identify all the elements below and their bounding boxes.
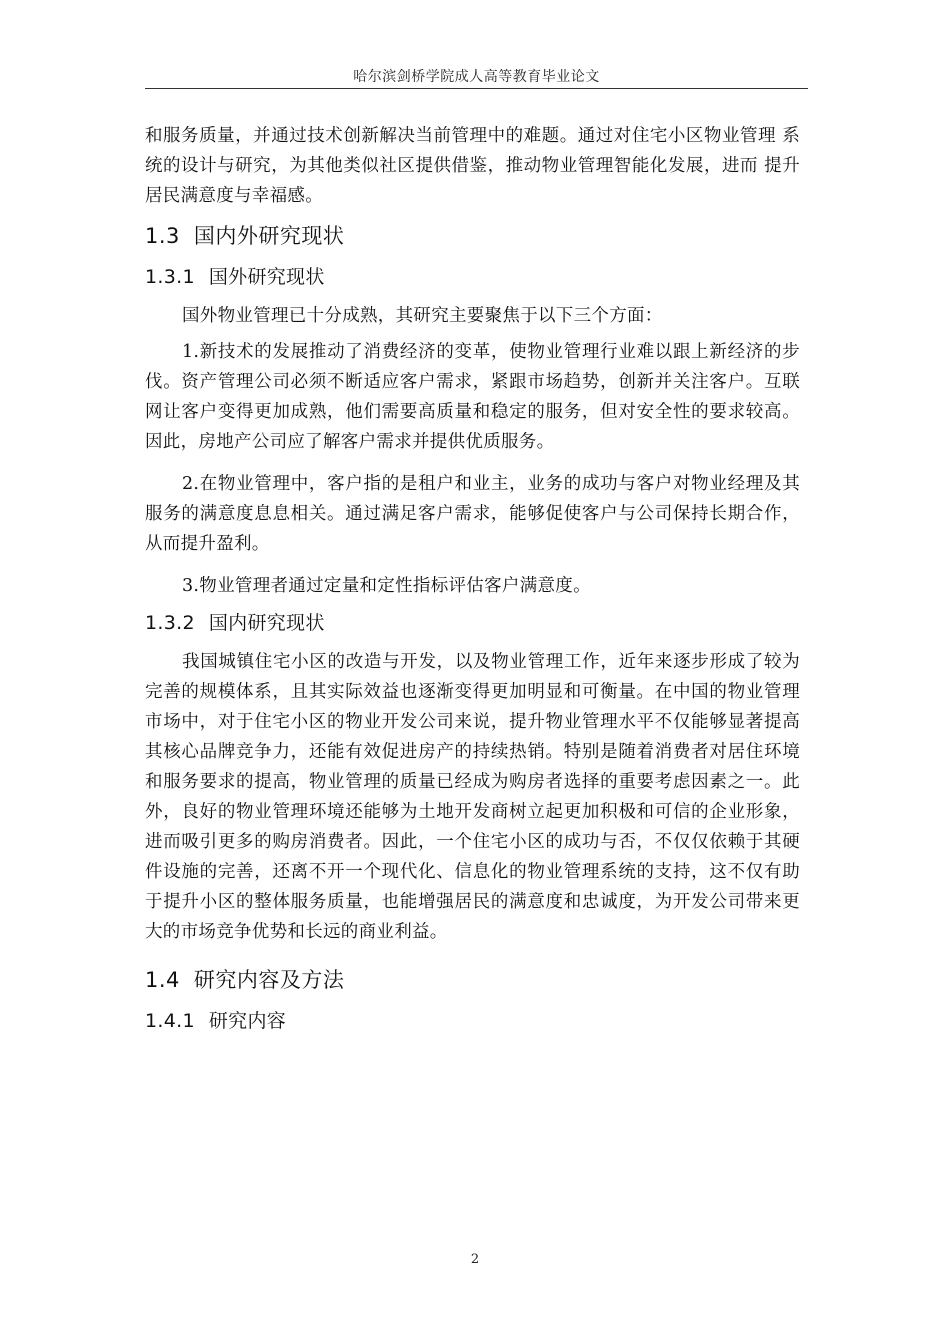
section-number: 1.3: [145, 224, 180, 248]
subsection-heading-1-4-1: [145, 1007, 800, 1035]
subsection-number: 1.3.1: [145, 266, 195, 288]
foreign-research-point-1: 1.新技术的发展推动了消费经济的变革，使物业管理行业难以跟上新经济的步伐。资产管理公司必须不断适应客户需求，紧跟市场趋势，创新并关注客户。互联网让客户变得更加成熟，他们需要高质量和稳定的服务，但对安全性的要求较高。因此，房地产公司应了解客户需求并提供优质服务。: [145, 342, 800, 452]
section-title: 研究内容及方法: [193, 968, 345, 992]
section-heading-1-3: [145, 221, 800, 251]
subsection-title: 国外研究现状: [208, 266, 325, 288]
section-title: 国内外研究现状: [193, 224, 345, 248]
subsection-number: 1.4.1: [145, 1010, 195, 1032]
page-number: 2: [470, 1252, 480, 1267]
running-header: 哈尔滨剑桥学院成人高等教育毕业论文: [353, 69, 600, 85]
subsection-heading-1-3-1: [145, 263, 800, 291]
foreign-research-lead: 国外物业管理已十分成熟，其研究主要聚焦于以下三个方面：: [182, 306, 663, 326]
subsection-heading-1-3-2: [145, 609, 800, 637]
subsection-title: 研究内容: [208, 1010, 287, 1032]
subsection-title: 国内研究现状: [208, 612, 325, 634]
section-number: 1.4: [145, 968, 180, 992]
page-body: [145, 121, 800, 1045]
foreign-research-point-3: 3.物业管理者通过定量和定性指标评估客户满意度。: [182, 576, 591, 596]
domestic-research-paragraph: 我国城镇住宅小区的改造与开发，以及物业管理工作，近年来逐步形成了较为完善的规模体系，且其实际效益也逐渐变得更加明显和可衡量。在中国的物业管理市场中，对于住宅小区的物业开发公司来说，提升物业管理水平不仅能够显著提高其核心品牌竞争力，还能有效促进房产的持续热销。特别是随着消费者对居住环境和服务要求的提高，物业管理的质量已经成为购房者选择的重要考虑因素之一。此外，良好的物业管理环境还能够为土地开发商树立起更加积极和可信的企业形象，进而吸引更多的购房消费者。因此，一个住宅小区的成功与否，不仅仅依赖于其硬件设施的完善，还离不开一个现代化、信息化的物业管理系统的支持，这不仅有助于提升小区的整体服务质量，也能增强居民的满意度和忠诚度，为开发公司带来更大的市场竞争优势和长远的商业利益。: [145, 652, 800, 942]
foreign-research-point-2: 2.在物业管理中，客户指的是租户和业主，业务的成功与客户对物业经理及其服务的满意度息息相关。通过满足客户需求，能够促使客户与公司保持长期合作，从而提升盈利。: [145, 474, 800, 554]
section-heading-1-4: [145, 965, 800, 995]
subsection-number: 1.3.2: [145, 612, 195, 634]
header-divider: [145, 88, 808, 89]
intro-paragraph: 和服务质量，并通过技术创新解决当前管理中的难题。通过对住宅小区物业管理 系统的设计与研究，为其他类似社区提供借鉴，推动物业管理智能化发展，进而 提升居民满意度与幸福感。: [145, 126, 800, 206]
